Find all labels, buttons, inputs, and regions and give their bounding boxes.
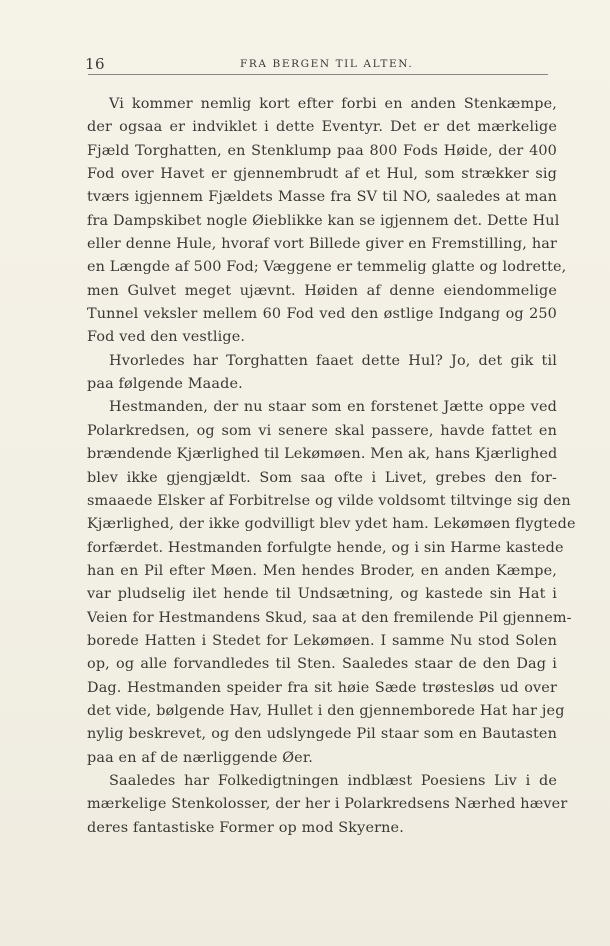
text-line: Vi kommer nemlig kort efter forbi en anden Stenkæmpe, [109, 96, 557, 112]
text-line: Veien for Hestmandens Skud, saa at den fremilende Pil gjennem- [87, 609, 572, 626]
text-line: der ogsaa er indviklet i dette Eventyr. Det er det mærkelige [87, 119, 557, 136]
header-rule [88, 74, 548, 75]
text-line: Tunnel veksler mellem 60 Fod ved den østlige Indgang og 250 [87, 306, 557, 323]
text-line: Fod ved den vestlige. [87, 329, 246, 346]
running-header [80, 55, 550, 75]
page-number: 16 [85, 55, 106, 73]
text-line: tværs igjennem Fjældets Masse fra SV til NO, saaledes at man [87, 189, 557, 206]
text-line: en Længde af 500 Fod; Væggene er temmelig glatte og lodrette, [87, 259, 567, 276]
text-line: paa følgende Maade. [87, 376, 243, 393]
text-line: Kjærlighed, der ikke godvilligt blev ydet ham. Lekømøen flygtede [87, 516, 576, 533]
text-line: men Gulvet meget ujævnt. Høiden af denne eiendommelige [87, 282, 557, 299]
text-line: paa en af de nærliggende Øer. [87, 749, 314, 766]
text-line: deres fantastiske Former op mod Skyerne. [87, 819, 404, 836]
text-line: mærkelige Stenkolosser, der her i Polarkredsens Nærhed hæver [87, 796, 568, 813]
text-line: nylig beskrevet, og den udslyngede Pil staar som en Bautasten [87, 726, 557, 743]
text-line: op, og alle forvandledes til Sten. Saaledes staar de den Dag i [87, 656, 557, 673]
text-line: Polarkredsen, og som vi senere skal passere, havde fattet en [87, 422, 557, 439]
text-line: brændende Kjærlighed til Lekømøen. Men ak, hans Kjærlighed [87, 446, 558, 463]
text-line: Fod over Havet er gjennembrudt af et Hul, som strækker sig [87, 166, 557, 183]
text-line: Hvorledes har Torghatten faaet dette Hul? Jo, det gik til [109, 352, 557, 369]
text-line: borede Hatten i Stedet for Lekømøen. I samme Nu stod Solen [87, 632, 557, 649]
body-text [87, 93, 576, 840]
text-line: det vide, bølgende Hav, Hullet i den gjennemborede Hat har jeg [87, 702, 565, 719]
text-line: Dag. Hestmanden speider fra sit høie Sæde trøstesløs ud over [87, 679, 557, 696]
text-line: var pludselig ilet hende til Undsætning, og kastede sin Hat i [87, 586, 557, 603]
text-line: forfærdet. Hestmanden forfulgte hende, og i sin Harme kastede [87, 539, 564, 556]
text-line: smaaede Elsker af Forbitrelse og vilde voldsomt tiltvinge sig den [87, 492, 571, 509]
text-line: Hestmanden, der nu staar som en forstenet Jætte oppe ved [109, 399, 557, 416]
text-line: fra Dampskibet nogle Øieblikke kan se igjennem det. Dette Hul [87, 212, 560, 229]
text-line: han en Pil efter Møen. Men hendes Broder, en anden Kæmpe, [87, 562, 557, 579]
text-line: blev ikke gjengjældt. Som saa ofte i Livet, grebes den for- [87, 469, 557, 486]
text-line: eller denne Hule, hvoraf vort Billede giver en Fremstilling, har [87, 236, 557, 253]
text-line: Saaledes har Folkedigtningen indblæst Poesiens Liv i de [109, 772, 557, 789]
text-line: Fjæld Torghatten, en Stenklump paa 800 Fods Høide, der 400 [87, 142, 557, 159]
running-title: FRA BERGEN TIL ALTEN. [240, 58, 414, 70]
